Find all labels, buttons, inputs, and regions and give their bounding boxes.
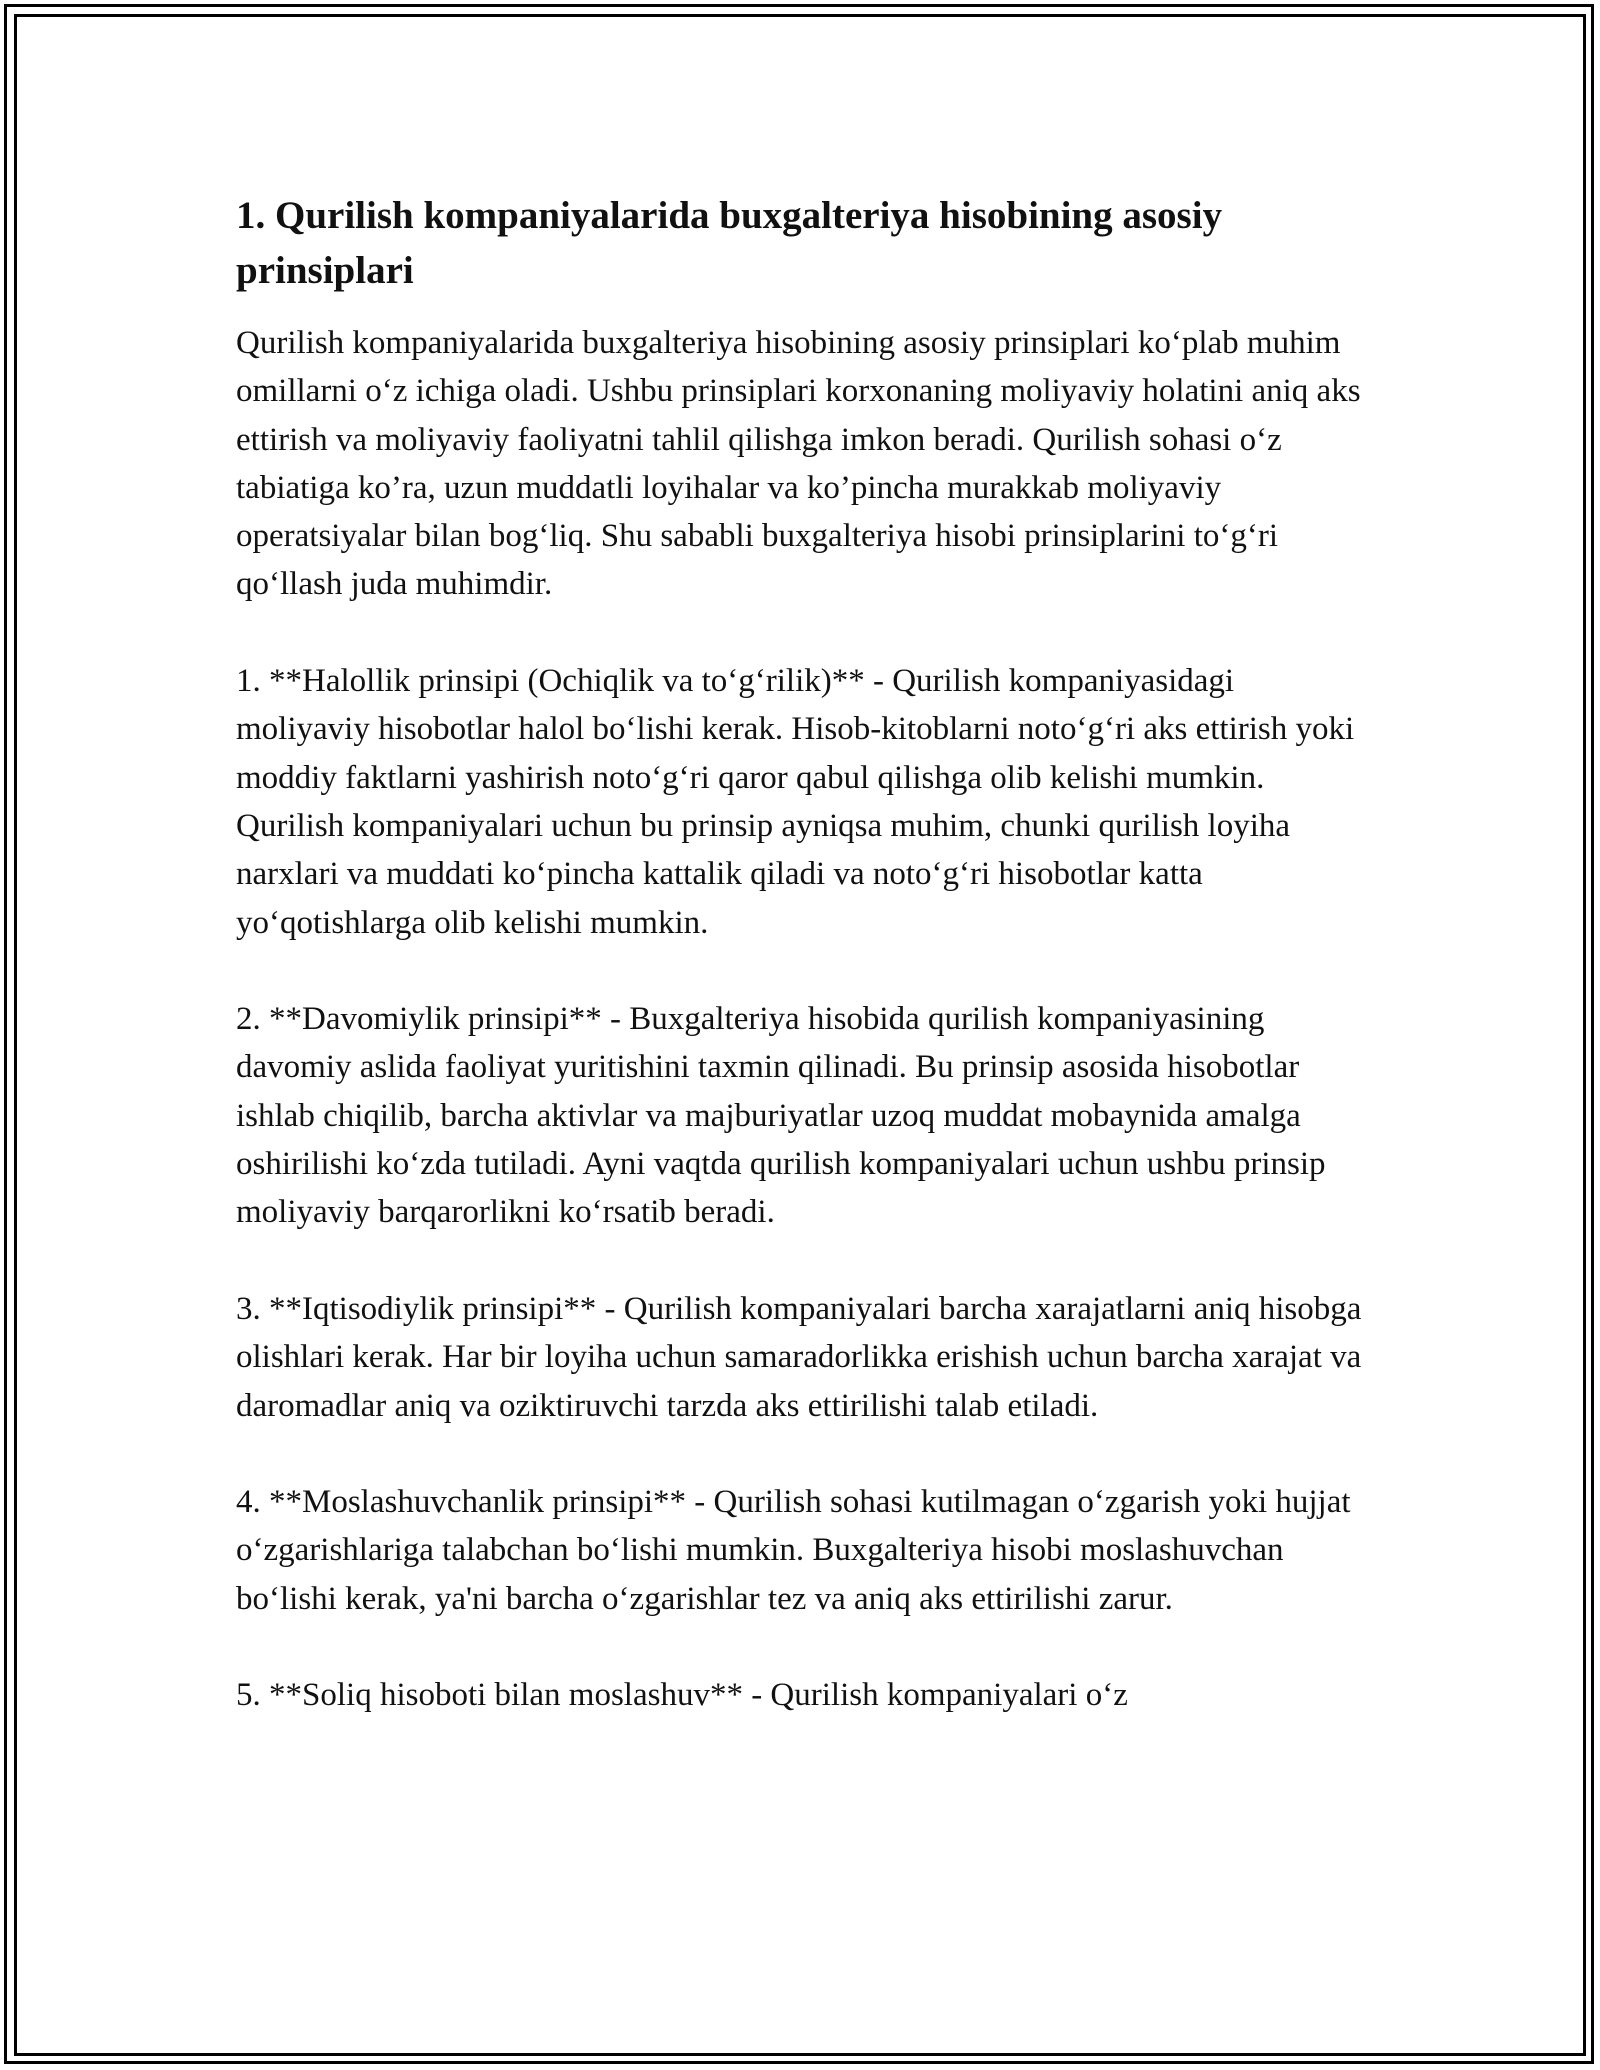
principle-3-paragraph: 3. **Iqtisodiylik prinsipi** - Qurilish kompaniyalari barcha xarajatlarni aniq hisobga olishlari kerak. Har bir loyiha uchun samaradorlikka erishish uchun barcha xarajat va daromadlar aniq va oziktiruvchi tarzda aks ettirilishi talab etiladi. — [236, 1290, 1362, 1424]
document-title: 1. Qurilish kompaniyalarida buxgalteriya hisobining asosiy prinsiplari — [236, 194, 1223, 292]
principle-1-paragraph: 1. **Halollik prinsipi (Ochiqlik va to‘g‘rilik)** - Qurilish kompaniyasidagi moliyaviy hisobotlar halol bo‘lishi kerak. Hisob-kitoblarni noto‘g‘ri aks ettirish yoki moddiy faktlarni yashirish noto‘g‘ri qaror qabul qilishga olib kelishi mumkin. Qurilish kompaniyalari uchun bu prinsip ayniqsa muhim, chunki qurilish loyiha narxlari va muddati ko‘pincha kattalik qiladi va noto‘g‘ri hisobotlar katta yo‘qotishlarga olib kelishi mumkin. — [236, 663, 1355, 941]
principle-2-paragraph: 2. **Davomiylik prinsipi** - Buxgalteriya hisobida qurilish kompaniyasining davomiy aslida faoliyat yuritishini taxmin qilinadi. Bu prinsip asosida hisobotlar ishlab chiqilib, barcha aktivlar va majburiyatlar uzoq muddat mobaynida amalga oshirilishi ko‘zda tutiladi. Ayni vaqtda qurilish kompaniyalari uchun ushbu prinsip moliyaviy barqarorlikni ko‘rsatib beradi. — [236, 1001, 1326, 1231]
principle-4-paragraph: 4. **Moslashuvchanlik prinsipi** - Qurilish sohasi kutilmagan o‘zgarish yoki hujjat o‘zgarishlariga talabchan bo‘lishi mumkin. Buxgalteriya hisobi moslashuvchan bo‘lishi kerak, ya'ni barcha o‘zgarishlar tez va aniq aks ettirilishi zarur. — [236, 1484, 1351, 1617]
principle-5-paragraph: 5. **Soliq hisoboti bilan moslashuv** - Qurilish kompaniyalari o‘z — [236, 1677, 1128, 1714]
intro-paragraph: Qurilish kompaniyalarida buxgalteriya hisobining asosiy prinsiplari ko‘plab muhim omillarni o‘z ichiga oladi. Ushbu prinsiplari korxonaning moliyaviy holatini aniq aks ettirish va moliyaviy faoliyatni tahlil qilishga imkon beradi. Qurilish sohasi o‘z tabiatiga ko’ra, uzun muddatli loyihalar va ko’pincha murakkab moliyaviy operatsiyalar bilan bog‘liq. Shu sababli buxgalteriya hisobi prinsiplarini to‘g‘ri qo‘llash juda muhimdir. — [236, 325, 1361, 603]
document-body — [236, 188, 1376, 1768]
